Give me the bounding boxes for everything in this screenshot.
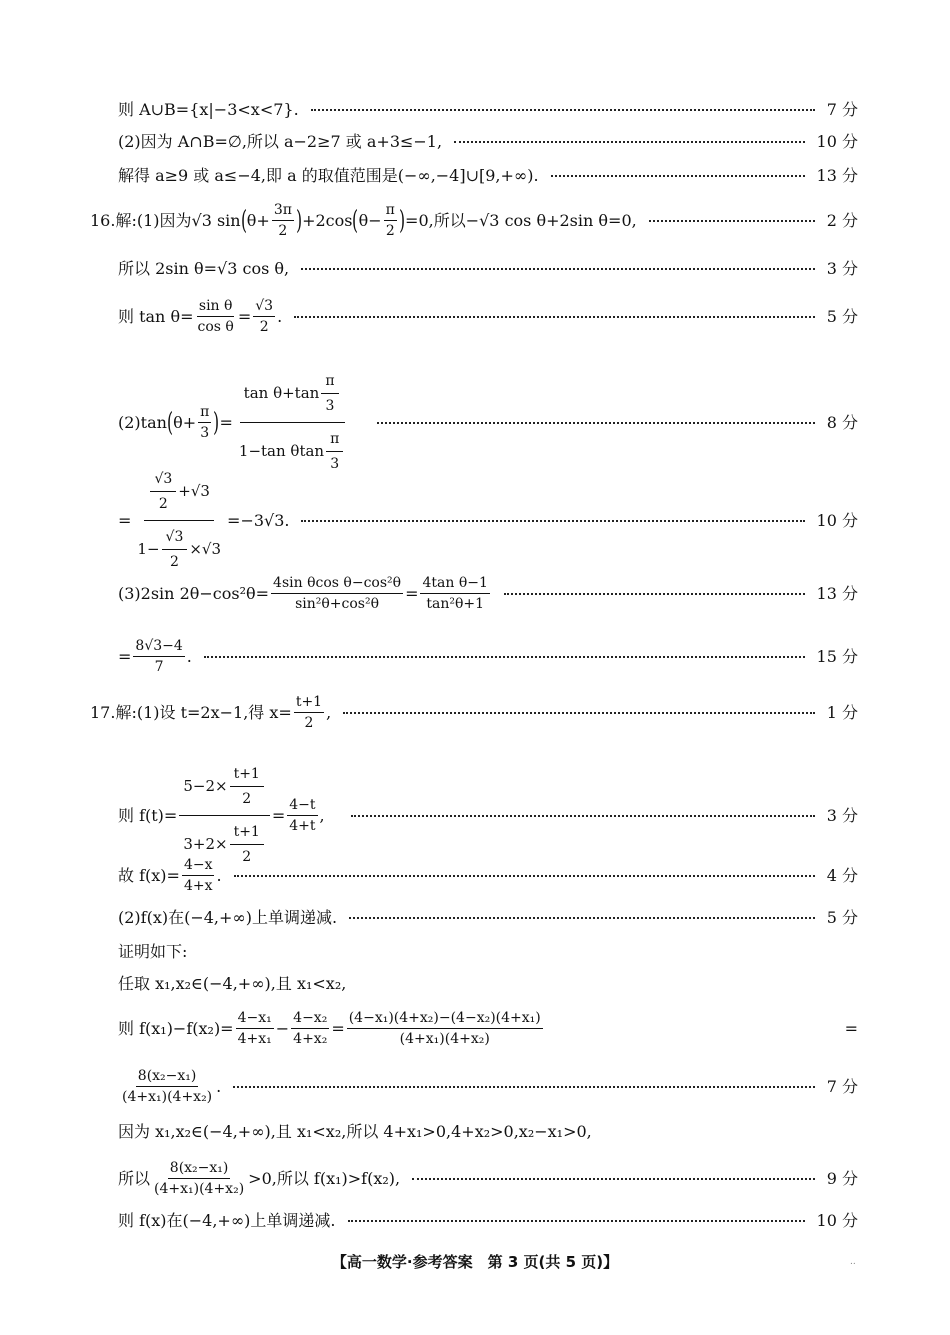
paren: ( (240, 205, 247, 236)
denominator: 2 (242, 849, 252, 866)
denominator: 4+t (289, 818, 316, 835)
paren: ) (398, 205, 405, 236)
numerator: π (326, 427, 343, 452)
denominator: 4+x₁ (237, 1031, 272, 1048)
denominator: 2 (278, 223, 288, 240)
answer-line (118, 261, 858, 277)
dot-leader (301, 268, 815, 270)
fraction (162, 525, 188, 574)
fraction (272, 202, 294, 239)
denominator: 4+x₂ (293, 1031, 328, 1048)
fraction (133, 463, 225, 578)
fraction (236, 1010, 274, 1047)
text-segment: = (844, 1018, 858, 1038)
score-label: 3 分 (826, 805, 858, 825)
numerator: 3π (272, 202, 294, 221)
fraction (321, 369, 338, 418)
math-expression (118, 1160, 400, 1197)
numerator (144, 463, 214, 521)
denominator: 2 (259, 319, 269, 336)
text-segment: − (275, 1018, 290, 1038)
text-segment: , (319, 805, 325, 825)
math-expression (118, 857, 222, 894)
denominator: (4+x₁)(4+x₂) (154, 1181, 245, 1198)
score-label: 10 分 (816, 1211, 858, 1230)
dot-leader (551, 175, 805, 177)
paren: ( (166, 407, 174, 438)
score-label: 8 分 (826, 412, 858, 432)
dot-leader (343, 712, 815, 714)
line-text: 因为 x₁,x₂∈(−4,+∞),且 x₁<x₂,所以 4+x₁>0,4+x₂>0,x₂−x₁>0, (118, 1122, 592, 1141)
denominator: (4+x₁)(4+x₂) (122, 1089, 213, 1106)
numerator: √3 (162, 525, 188, 550)
paren: ) (295, 205, 303, 236)
answer-line (118, 944, 858, 960)
numerator (240, 365, 345, 423)
math-expression (90, 694, 331, 731)
answer-line (118, 463, 858, 578)
answer-line (118, 1213, 858, 1229)
text-segment: =0,所以−√3 cos θ+2sin θ=0, (405, 210, 637, 230)
math-expression (118, 1068, 221, 1105)
dot-leader (233, 1086, 814, 1088)
score-label: 2 分 (826, 210, 858, 230)
denominator: 2 (385, 223, 395, 240)
dot-leader (349, 917, 815, 919)
answer-line (118, 1068, 858, 1105)
math-expression (118, 575, 492, 612)
text-segment: . (216, 1076, 222, 1096)
score-label: 10 分 (816, 132, 858, 151)
text-segment: tan θ+tan (243, 383, 320, 402)
fraction (347, 1010, 543, 1047)
dot-leader (234, 875, 815, 877)
numerator: π (384, 202, 397, 221)
answer-line (118, 976, 858, 992)
text-segment: . (277, 306, 283, 326)
dot-leader (204, 656, 805, 658)
numerator: 4−x₁ (236, 1010, 274, 1029)
numerator: 4sin θcos θ−cos²θ (271, 575, 403, 594)
line-text: 任取 x₁,x₂∈(−4,+∞),且 x₁<x₂, (118, 974, 347, 993)
fraction (287, 797, 317, 834)
answer-line (118, 575, 858, 612)
text-segment: 16.解:(1)因为√3 sin (90, 210, 241, 230)
text-segment: , (326, 702, 332, 722)
score-label: 9 分 (826, 1168, 858, 1188)
score-label: 10 分 (816, 510, 858, 530)
score-label: 13 分 (816, 166, 858, 185)
denominator: 3 (325, 398, 335, 415)
line-text: 则 A∪B={x|−3<x<7}. (118, 100, 299, 119)
numerator: 4−x (182, 857, 215, 876)
question-16-line (90, 202, 858, 239)
numerator: √3 (150, 467, 176, 492)
math-expression (90, 202, 637, 239)
denominator: 3 (330, 456, 340, 473)
denominator (133, 521, 225, 578)
line-text: 解得 a≥9 或 a≤−4,即 a 的取值范围是(−∞,−4]∪[9,+∞). (118, 166, 539, 185)
answer-line (118, 1160, 858, 1197)
denominator: 2 (304, 715, 314, 732)
numerator: t+1 (294, 694, 324, 713)
text-segment: >0,所以 f(x₁)>f(x₂), (248, 1168, 401, 1188)
fraction (182, 857, 215, 894)
text-segment: . (186, 646, 192, 666)
text-segment: 则 tan θ= (118, 306, 194, 326)
math-expression (118, 1010, 545, 1047)
fraction (133, 638, 184, 675)
text-segment: = (271, 805, 286, 825)
numerator: 8(x₂−x₁) (168, 1160, 231, 1179)
fraction (196, 298, 236, 335)
math-expression (118, 463, 289, 578)
line-text: (2)因为 A∩B=∅,所以 a−2≥7 或 a+3≤−1, (118, 132, 443, 151)
score-label: 15 分 (816, 646, 858, 666)
dot-leader (301, 520, 804, 522)
numerator: sin θ (197, 298, 235, 317)
text-segment: +2cos (302, 210, 353, 230)
line-text: 证明如下: (118, 942, 188, 961)
dot-leader (454, 141, 804, 143)
fraction (291, 1010, 329, 1047)
answer-line (118, 134, 858, 150)
text-segment: θ− (358, 210, 382, 230)
text-segment: 则 f(t)= (118, 805, 178, 825)
text-segment: = (118, 510, 132, 530)
text-segment: θ+ (246, 210, 270, 230)
math-expression (118, 638, 192, 675)
dot-leader (377, 422, 814, 424)
answer-line (118, 857, 858, 894)
fraction (150, 467, 176, 516)
score-label: 1 分 (826, 702, 858, 722)
numerator (179, 758, 270, 816)
text-segment: 所以 (118, 1168, 151, 1188)
text-segment: . (216, 865, 222, 885)
score-label: 4 分 (826, 865, 858, 885)
denominator: (4+x₁)(4+x₂) (399, 1031, 490, 1048)
score-label: 13 分 (816, 583, 858, 603)
score-label: 7 分 (826, 100, 858, 119)
score-label: 5 分 (826, 908, 858, 927)
denominator: 4+x (183, 878, 213, 895)
page-footer: 【高一数学·参考答案 第 3 页(共 5 页)】 (331, 1253, 619, 1271)
text-segment: = (405, 583, 419, 603)
line-text: 所以 2sin θ=√3 cos θ, (118, 259, 290, 278)
answer-line (118, 168, 858, 184)
text-segment: +√3 (178, 481, 210, 500)
answer-line (118, 910, 858, 926)
line-text: 则 f(x)在(−4,+∞)上单调递减. (118, 1211, 336, 1230)
numerator: t+1 (230, 820, 264, 845)
text-segment: 5−2× (183, 776, 228, 795)
fraction (294, 694, 324, 731)
dot-leader (412, 1178, 815, 1180)
numerator: 4tan θ−1 (420, 575, 489, 594)
text-segment: = (331, 1018, 345, 1038)
math-expression (118, 298, 282, 335)
question-17-line (90, 694, 858, 731)
dot-leader (649, 220, 815, 222)
fraction (152, 1160, 246, 1197)
text-segment: 1− (137, 540, 160, 559)
answer-line (118, 102, 858, 118)
paren: ( (352, 205, 359, 236)
text-segment: 1−tan θtan (238, 442, 325, 461)
text-segment: ×√3 (189, 540, 222, 559)
numerator: √3 (253, 298, 275, 317)
score-label: 7 分 (826, 1076, 858, 1096)
numerator: π (198, 404, 211, 423)
denominator: 7 (154, 659, 164, 676)
numerator: (4−x₁)(4+x₂)−(4−x₂)(4+x₁) (347, 1010, 543, 1029)
line-text: (2)f(x)在(−4,+∞)上单调递减. (118, 908, 338, 927)
score-label: 5 分 (826, 306, 858, 326)
paren: ) (213, 407, 220, 438)
dot-leader (351, 815, 815, 817)
answer-line (118, 1124, 858, 1140)
fraction (420, 575, 489, 612)
score-label: 3 分 (826, 259, 858, 278)
text-segment: (2)tan (118, 412, 167, 432)
denominator: 2 (242, 791, 252, 808)
text-segment: = (118, 646, 132, 666)
text-segment: = (219, 412, 233, 432)
denominator: tan²θ+1 (426, 596, 485, 613)
numerator: 8√3−4 (133, 638, 184, 657)
numerator: π (321, 369, 338, 394)
corner-mark: .. (850, 1257, 856, 1267)
text-segment: 3+2× (183, 835, 228, 854)
dot-leader (348, 1220, 805, 1222)
fraction (384, 202, 397, 239)
dot-leader (294, 316, 815, 318)
denominator: 2 (169, 554, 179, 571)
text-segment: 则 f(x₁)−f(x₂)= (118, 1018, 234, 1038)
numerator: t+1 (230, 762, 264, 787)
dot-leader (504, 593, 805, 595)
text-segment: θ+ (173, 412, 197, 432)
answer-line (118, 1010, 858, 1047)
answer-line (118, 638, 858, 675)
text-segment: = (237, 306, 252, 326)
text-segment: 17.解:(1)设 t=2x−1,得 x= (90, 702, 292, 722)
text-segment: 故 f(x)= (118, 865, 180, 885)
numerator: 4−x₂ (291, 1010, 329, 1029)
numerator: 8(x₂−x₁) (136, 1068, 199, 1087)
text-segment: (3)2sin 2θ−cos²θ= (118, 583, 270, 603)
fraction (271, 575, 403, 612)
denominator: cos θ (197, 319, 234, 336)
numerator: 4−t (287, 797, 317, 816)
dot-leader (311, 109, 815, 111)
fraction (120, 1068, 214, 1105)
denominator: 3 (200, 425, 210, 442)
fraction (198, 404, 211, 441)
denominator: 2 (158, 496, 168, 513)
denominator: sin²θ+cos²θ (295, 596, 380, 613)
text-segment: =−3√3. (227, 510, 290, 530)
answer-line (118, 298, 858, 335)
fraction (230, 762, 264, 811)
fraction (253, 298, 275, 335)
